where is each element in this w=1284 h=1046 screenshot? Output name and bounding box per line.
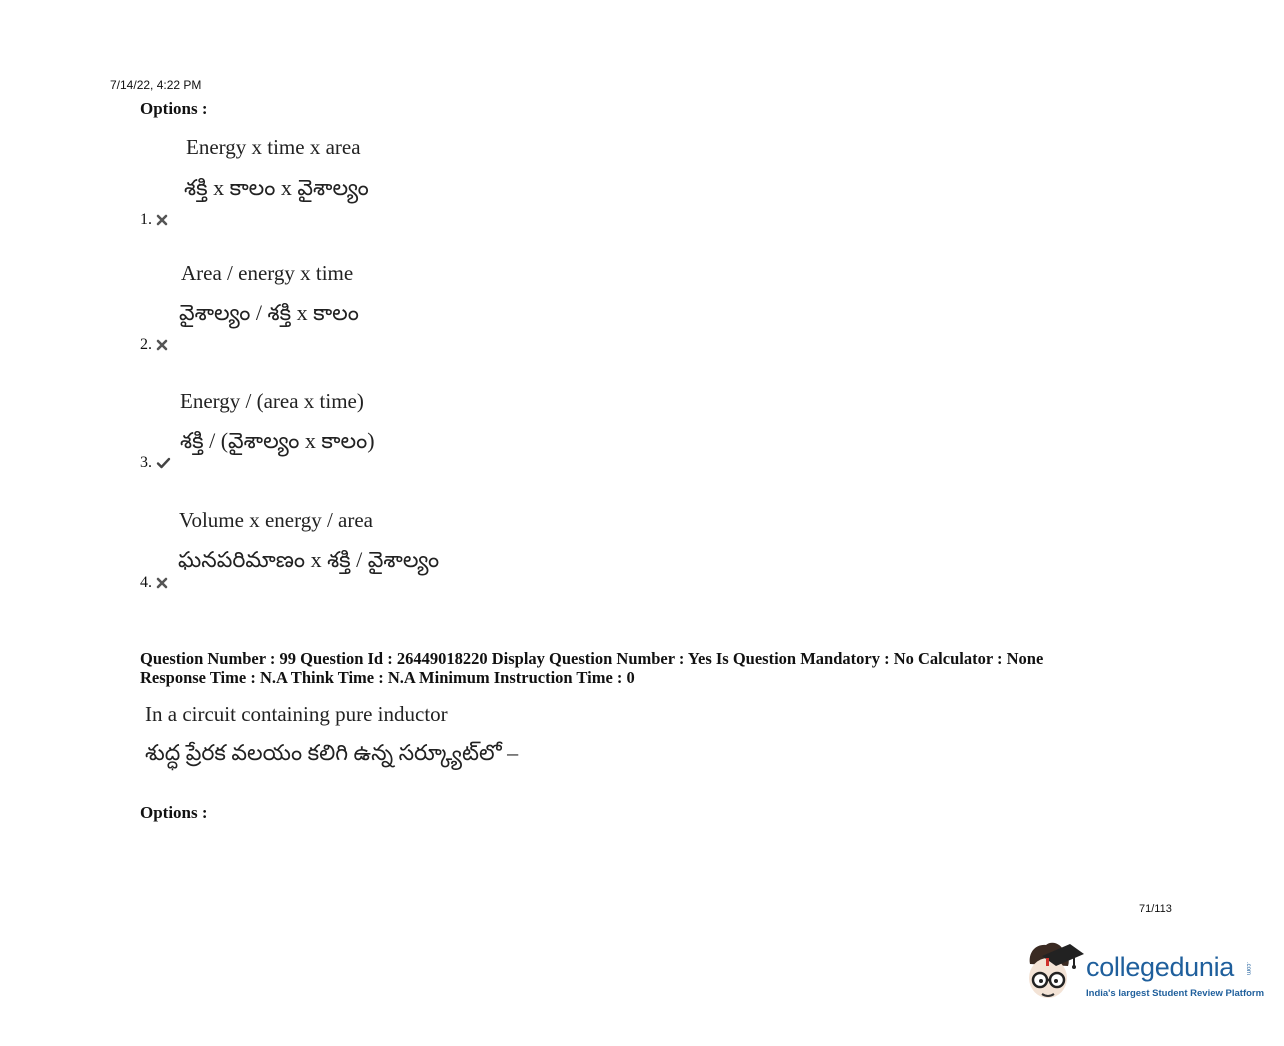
page-number: 71/113 [1139,903,1172,915]
logo-tagline: India's largest Student Review Platform [1086,988,1265,999]
question-meta [140,649,1043,687]
option-4-telugu: ఘనపరిమాణం x శక్తి / వైశాల్యం [178,547,440,572]
question-meta-line-1: Question Number : 99 Question Id : 26449018220 Display Question Number : Yes Is Question Mandatory : No Calculator : None [140,649,1044,668]
option-2-english: Area / energy x time [181,261,354,285]
cross-icon [156,214,168,226]
option-3-english: Energy / (area x time) [180,389,364,413]
option-1-label [140,211,168,229]
option-2-telugu: వైశాల్యం / శక్తి x కాలం [179,300,359,325]
option-4-label [140,574,168,592]
question-telugu: శుద్ధ ప్రేరక వలయం కలిగి ఉన్న సర్క్యూట్‌లో – [145,740,519,765]
mascot-icon [1024,938,1086,1010]
option-4-english: Volume x energy / area [179,508,373,532]
options-heading-2: Options : [140,803,208,822]
cross-icon [156,577,168,589]
question-english: In a circuit containing pure inductor [145,702,448,726]
option-4-number: 4. [140,574,152,591]
option-1-number: 1. [140,211,152,228]
question-meta-line-2: Response Time : N.A Think Time : N.A Minimum Instruction Time : 0 [140,668,635,687]
option-3-number: 3. [140,454,152,471]
option-1-telugu: శక్తి x కాలం x వైశాల్యం [184,175,369,200]
check-icon [156,457,171,469]
logo-wordmark: collegedunia [1086,952,1235,982]
print-timestamp: 7/14/22, 4:22 PM [110,78,202,92]
option-3-label [140,454,171,472]
option-2-label [140,336,168,354]
option-3-telugu: శక్తి / (వైశాల్యం x కాలం) [180,428,375,453]
logo-suffix: .com [1245,962,1251,976]
collegedunia-logo [1024,938,1265,1010]
cross-icon [156,339,168,351]
options-heading: Options : [140,99,208,118]
option-1-english: Energy x time x area [186,135,361,159]
option-2-number: 2. [140,336,152,353]
